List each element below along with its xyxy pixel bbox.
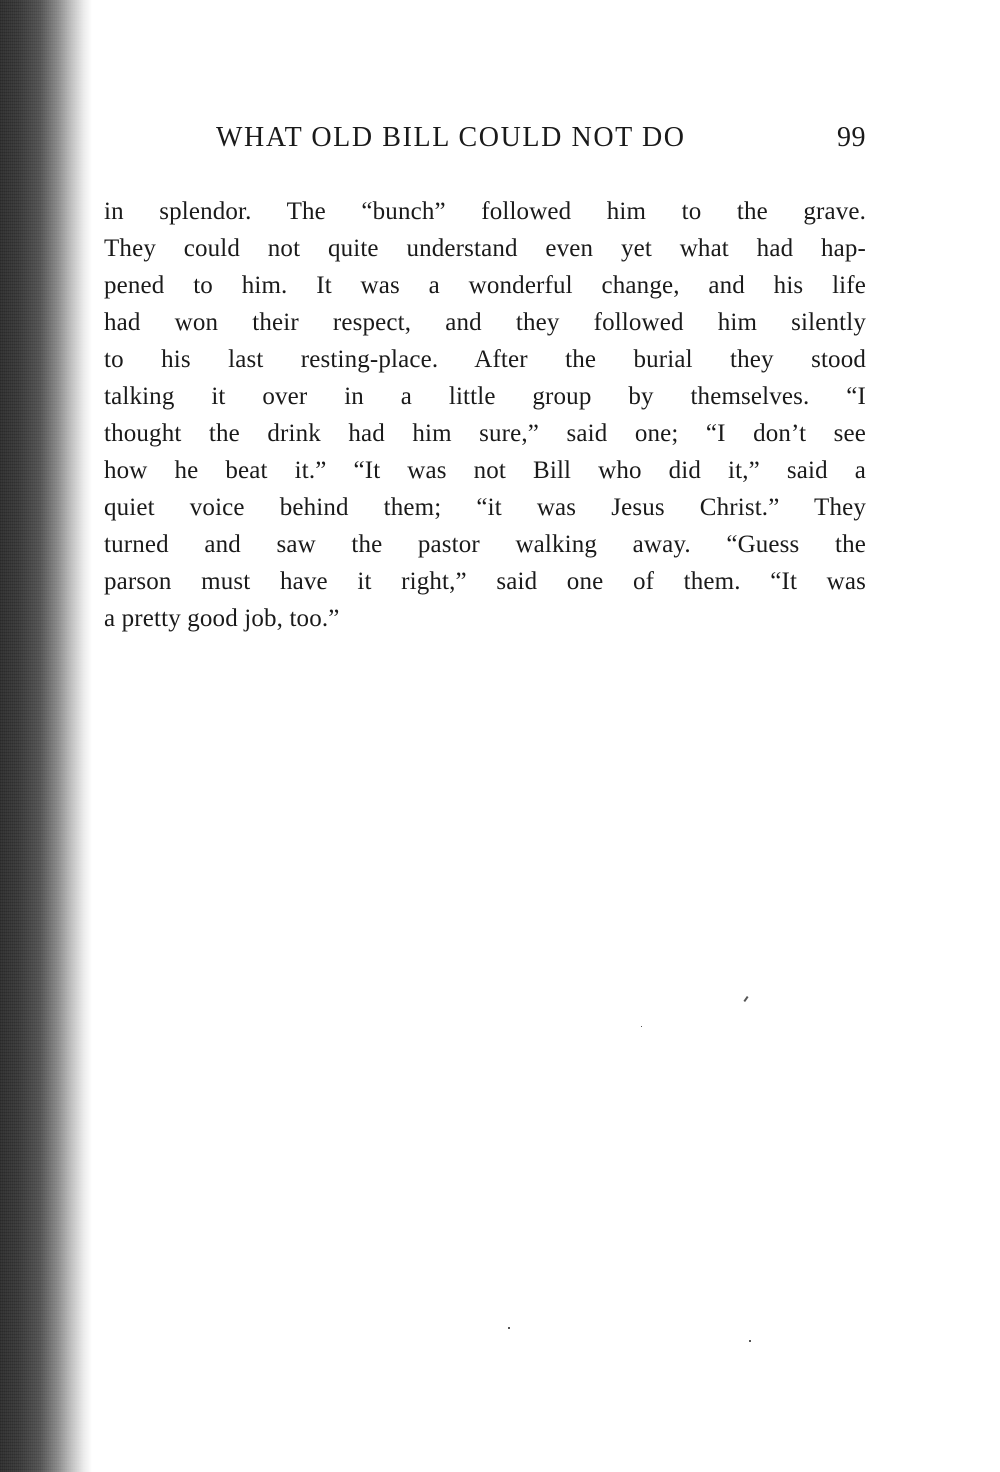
text-line: thought the drink had him sure,” said one; “I don’t see <box>104 420 866 447</box>
text-line: quiet voice behind them; “it was Jesus Christ.” They <box>104 494 866 521</box>
body-paragraph <box>104 193 866 637</box>
scan-speck <box>508 1327 510 1329</box>
text-line: in splendor. The “bunch” followed him to the grave. <box>104 198 866 225</box>
page-binding-shadow <box>0 0 92 1472</box>
text-line: talking it over in a little group by themselves. “I <box>104 383 866 410</box>
text-line: a pretty good job, too.” <box>104 605 340 632</box>
running-title: WHAT OLD BILL COULD NOT DO <box>216 122 686 153</box>
running-header <box>104 122 866 158</box>
text-line: They could not quite understand even yet what had hap- <box>104 235 866 262</box>
scan-speck <box>749 1340 751 1342</box>
text-line: had won their respect, and they followed him silently <box>104 309 866 336</box>
scan-speck <box>641 1026 642 1027</box>
text-line: how he beat it.” “It was not Bill who did it,” said a <box>104 457 866 484</box>
text-line: parson must have it right,” said one of them. “It was <box>104 568 866 595</box>
text-line: turned and saw the pastor walking away. “Guess the <box>104 531 866 558</box>
scan-speck <box>743 996 748 1002</box>
text-line: pened to him. It was a wonderful change, and his life <box>104 272 866 299</box>
text-line: to his last resting-place. After the burial they stood <box>104 346 866 373</box>
page-number: 99 <box>837 122 866 153</box>
